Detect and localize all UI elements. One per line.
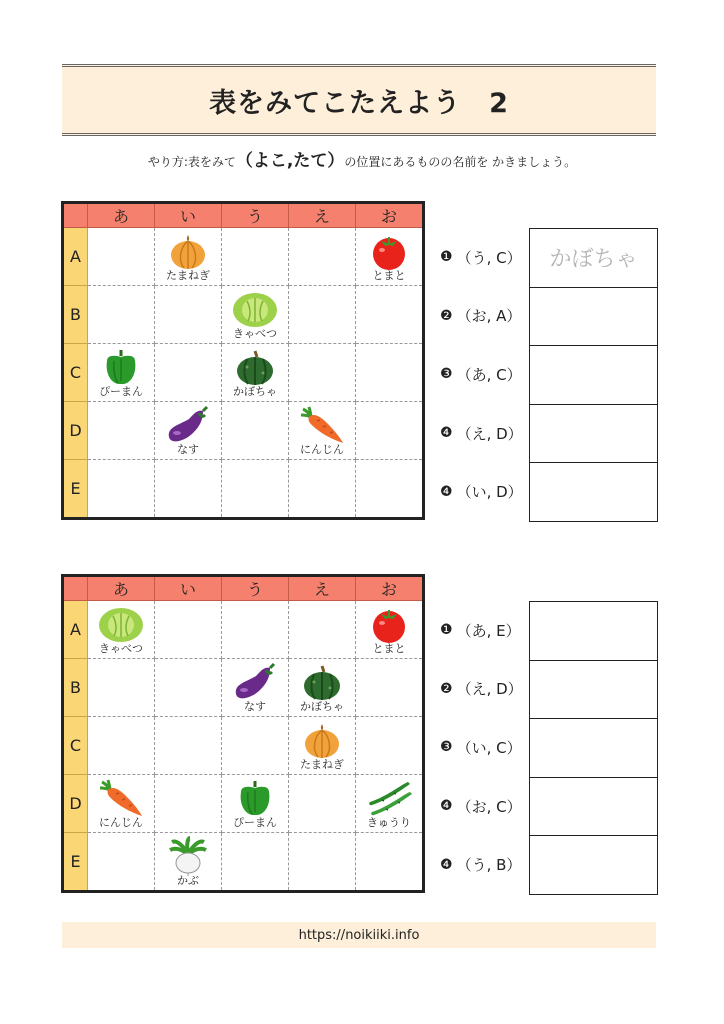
vegetable-label: たまねぎ [300,758,344,771]
question-item [440,660,523,719]
answer-box[interactable] [530,778,657,837]
column-header: お [356,576,424,601]
column-header: あ [88,203,155,228]
question-number: ❸ [440,739,453,756]
question-coordinate: （お, C） [456,797,522,816]
vegetable-label: きゅうり [367,816,411,829]
instruction-pre: やり方:表をみて [147,155,236,169]
carrot-icon [88,778,154,818]
answer-box[interactable] [530,661,657,720]
grid-cell [155,601,222,659]
corner-cell [63,203,88,228]
question-number: ❶ [440,622,453,639]
grid-cell [356,659,424,717]
question-item [440,345,523,404]
row-header: D [63,775,88,833]
grid-cell [289,717,356,775]
answer-box[interactable] [530,405,657,464]
grid-cell [88,402,155,460]
grid-cell [155,775,222,833]
answer-box[interactable] [530,288,657,347]
pumpkin-icon [289,662,355,702]
grid-cell [222,601,289,659]
question-item [440,462,523,521]
row-header: A [63,601,88,659]
answer-box[interactable]: かぼちゃ [530,229,657,288]
question-item [440,404,523,463]
row-header: B [63,659,88,717]
grid-table-2 [61,574,425,893]
cabbage-icon [222,289,288,329]
page-title: 表をみてこたえよう 2 [209,87,509,119]
grid-cell [88,659,155,717]
column-header: あ [88,576,155,601]
grid-cell [222,833,289,892]
grid-cell [155,717,222,775]
grid-cell [356,601,424,659]
vegetable-label: とまと [372,642,406,655]
answer-column-2 [529,601,658,895]
vegetable-label: とまと [372,269,406,282]
carrot-icon [289,405,355,445]
column-header: い [155,203,222,228]
row-header: E [63,460,88,519]
grid-cell [289,775,356,833]
grid-cell [356,717,424,775]
grid-cell [222,402,289,460]
question-item [440,718,523,777]
grid-cell [222,286,289,344]
grid-cell [88,775,155,833]
grid-cell [356,460,424,519]
grid-cell [155,833,222,892]
title-banner [62,64,656,136]
question-coordinate: （あ, E） [456,621,521,640]
question-item [440,601,523,660]
grid-cell [155,344,222,402]
grid-cell [289,601,356,659]
question-number: ❷ [440,307,453,324]
question-coordinate: （え, D） [456,680,523,699]
vegetable-label: たまねぎ [166,269,210,282]
question-item [440,777,523,836]
grid-cell [289,833,356,892]
row-header: B [63,286,88,344]
column-header: う [222,576,289,601]
column-header: う [222,203,289,228]
corner-cell [63,576,88,601]
answer-box[interactable] [530,463,657,522]
grid-cell [356,833,424,892]
grid-cell [222,460,289,519]
grid-cell [88,833,155,892]
grid-cell [222,228,289,286]
grid-cell [222,659,289,717]
question-coordinate: （い, D） [456,483,523,502]
vegetable-label: かぶ [177,874,199,887]
grid-cell [289,344,356,402]
column-header: い [155,576,222,601]
grid-cell [289,402,356,460]
question-coordinate: （う, C） [456,248,522,267]
vegetable-label: ぴーまん [99,385,143,398]
question-item [440,835,523,894]
vegetable-label: にんじん [99,816,143,829]
grid-cell [356,286,424,344]
tomato-icon [356,604,422,644]
vegetable-label: ぴーまん [233,816,277,829]
question-list-2 [440,601,523,894]
vegetable-label: きゃべつ [233,327,277,340]
row-header: A [63,228,88,286]
grid-cell [88,601,155,659]
grid-cell [88,717,155,775]
cabbage-icon [88,604,154,644]
answer-box[interactable] [530,719,657,778]
turnip-icon [155,836,221,876]
question-coordinate: （あ, C） [456,365,522,384]
question-number: ❸ [440,366,453,383]
onion-icon [155,231,221,271]
instruction-post: の位置にあるものの名前を かきましょう。 [344,155,577,169]
instruction [0,146,724,171]
column-header: え [289,203,356,228]
question-number: ❶ [440,249,453,266]
question-coordinate: （う, B） [456,856,522,875]
vegetable-label: かぼちゃ [300,700,344,713]
question-number: ❹ [440,856,453,873]
grid-cell [356,775,424,833]
grid-cell [356,228,424,286]
eggplant-icon [155,405,221,445]
pepper-icon [222,778,288,818]
grid-cell [155,460,222,519]
vegetable-label: にんじん [300,443,344,456]
grid-cell [155,228,222,286]
question-list-1 [440,228,523,521]
row-header: C [63,344,88,402]
grid-table-1 [61,201,425,520]
grid-cell [289,228,356,286]
vegetable-label: きゃべつ [99,642,143,655]
question-number: ❹ [440,798,453,815]
vegetable-label: なす [177,443,199,456]
grid-cell [289,659,356,717]
grid-cell [289,286,356,344]
answer-box[interactable] [530,346,657,405]
vegetable-label: かぼちゃ [233,385,277,398]
question-coordinate: （お, A） [456,307,522,326]
eggplant-icon [222,662,288,702]
grid-cell [155,659,222,717]
grid-cell [222,344,289,402]
question-item [440,287,523,346]
pepper-icon [88,347,154,387]
grid-cell [88,228,155,286]
vegetable-label: なす [244,700,266,713]
question-coordinate: （え, D） [456,424,523,443]
grid-cell [222,717,289,775]
answer-column-1 [529,228,658,522]
row-header: E [63,833,88,892]
row-header: C [63,717,88,775]
question-number: ❷ [440,680,453,697]
grid-cell [155,286,222,344]
grid-cell [155,402,222,460]
answer-box[interactable] [530,602,657,661]
onion-icon [289,720,355,760]
grid-cell [289,460,356,519]
question-coordinate: （い, C） [456,738,522,757]
grid-cell [222,775,289,833]
question-number: ❹ [440,425,453,442]
question-number: ❹ [440,483,453,500]
cucumber-icon [356,778,422,818]
column-header: え [289,576,356,601]
grid-cell [88,286,155,344]
grid-cell [88,344,155,402]
row-header: D [63,402,88,460]
footer-url: https://noikiiki.info [62,922,656,948]
instruction-emphasis: （よこ,たて） [235,151,345,171]
column-header: お [356,203,424,228]
answer-box[interactable] [530,836,657,895]
grid-cell [356,402,424,460]
grid-cell [356,344,424,402]
pumpkin-icon [222,347,288,387]
grid-cell [88,460,155,519]
tomato-icon [356,231,422,271]
question-item [440,228,523,287]
